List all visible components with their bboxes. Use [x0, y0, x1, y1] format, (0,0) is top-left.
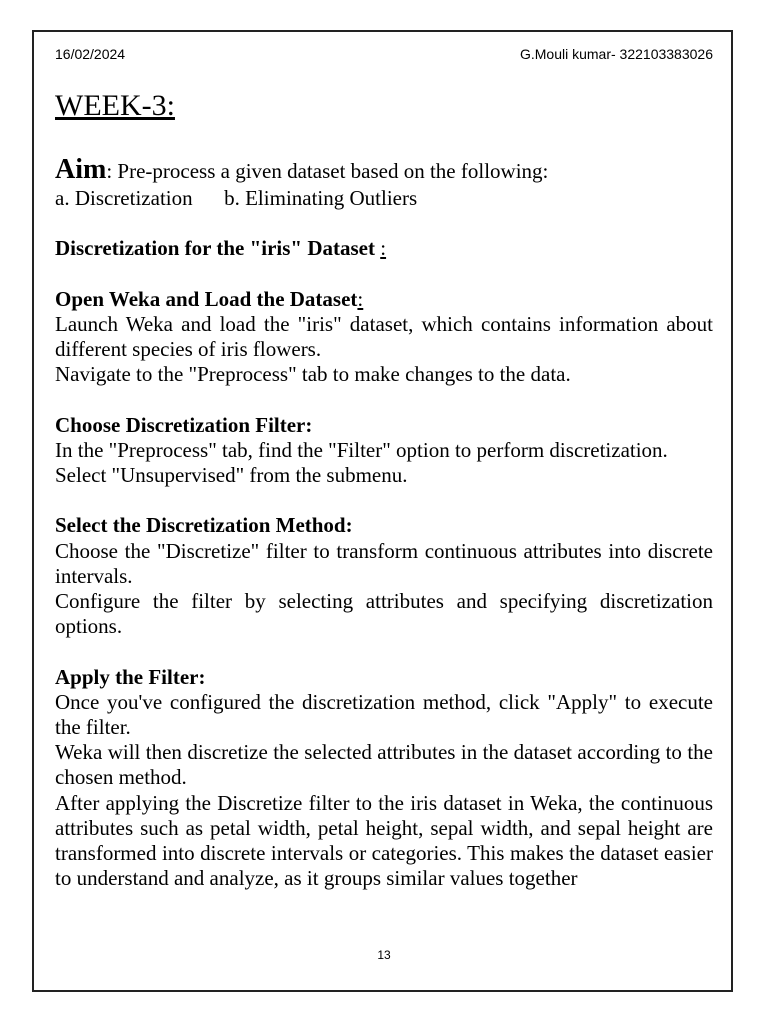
step-heading-colon: :	[357, 286, 364, 311]
aim-line	[55, 156, 713, 185]
spacer	[55, 261, 713, 286]
aim-options: a. Discretization b. Eliminating Outliers	[55, 186, 418, 210]
step-paragraph: Select "Unsupervised" from the submenu.	[55, 462, 408, 487]
aim-label: Aim	[55, 154, 107, 185]
header-author: G.Mouli kumar- 322103383026	[519, 46, 713, 62]
spacer	[55, 211, 713, 236]
page-number: 13	[377, 948, 391, 962]
aim-text: : Pre-process a given dataset based on the following:	[106, 159, 549, 183]
step-paragraph: Navigate to the "Preprocess" tab to make changes to the data.	[55, 362, 571, 387]
week-title: WEEK-3:	[55, 89, 175, 122]
header-date: 16/02/2024	[55, 46, 126, 62]
step-paragraph: Weka will then discretize the selected attributes in the dataset according to the chosen method.	[55, 740, 713, 790]
section-heading	[55, 236, 713, 261]
step-paragraph: Launch Weka and load the "iris" dataset, which contains information about different species of iris flowers.	[55, 311, 713, 361]
spacer	[55, 387, 713, 412]
step-heading-apply: Apply the Filter:	[55, 664, 206, 689]
document-body	[55, 84, 713, 891]
step-heading-method: Select the Discretization Method:	[55, 513, 353, 538]
step-heading-filter: Choose Discretization Filter:	[55, 412, 313, 437]
step-paragraph: In the "Preprocess" tab, find the "Filter" option to perform discretization.	[55, 437, 668, 462]
step-heading-text: Open Weka and Load the Dataset	[55, 286, 358, 311]
step-paragraph: Choose the "Discretize" filter to transform continuous attributes into discrete intervals.	[55, 538, 713, 588]
step-paragraph: After applying the Discretize filter to the iris dataset in Weka, the continuous attributes such as petal width, petal height, sepal width, and sepal height are transformed into discrete intervals or categories. This makes the dataset easier to understand and analyze, as it groups similar values together	[55, 790, 713, 891]
spacer	[55, 488, 713, 513]
section-heading-colon: :	[380, 236, 387, 261]
step-paragraph: Configure the filter by selecting attributes and specifying discretization options.	[55, 588, 713, 639]
step-paragraph: Once you've configured the discretization method, click "Apply" to execute the filter.	[55, 689, 713, 739]
spacer	[55, 639, 713, 664]
section-heading-text: Discretization for the "iris" Dataset	[55, 236, 381, 261]
step-heading-load	[55, 287, 713, 312]
